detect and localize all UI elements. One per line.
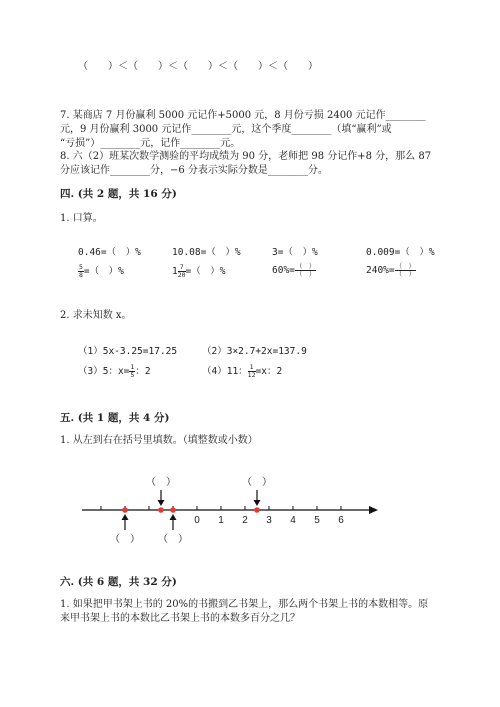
oral-item-1: 0.46=（ ）%	[78, 247, 141, 258]
marked-point	[158, 507, 164, 513]
fraction: $\frac{( )}{( )}$	[295, 262, 316, 278]
section6-q1-line2: 来甲书架上书的本数比乙书架上书的本数多百分之几？	[60, 613, 300, 624]
equation-3: （3）5：x= $\frac{1}{5}$ ：2	[78, 363, 151, 379]
tick-label: 5	[314, 515, 320, 526]
tick-label: 3	[266, 515, 272, 526]
section4-q2-title: 2. 求未知数 x。	[60, 310, 132, 321]
equation-2: （2）3×2.7+2x=137.9	[202, 346, 307, 357]
section4-heading: 四. (共 2 题，共 16 分)	[60, 188, 177, 200]
tick-label: 2	[242, 515, 248, 526]
q7-line2: 元，9 月份赢利 3000 元记作________元，这个季度________（填“赢利”或	[60, 124, 392, 135]
q7-line3: “亏损”）________元，记作________元。	[60, 138, 241, 149]
answer-blank: （ ）	[242, 477, 272, 488]
section6-q1-line1: 1. 如果把甲书架上书的 20%的书搬到乙书架上，那么两个书架上书的本数相等。原	[60, 599, 429, 610]
q8-line1: 8. 六（2）班某次数学测验的平均成绩为 90 分，老师把 98 分记作+8 分，那么 87	[60, 151, 432, 162]
pointer-arrowhead	[158, 500, 165, 506]
q8-line2: 分应该记作________分，−6 分表示实际分数是________分。	[60, 165, 328, 176]
marked-point	[170, 507, 176, 513]
oral-item-3: 3=（ ）%	[272, 247, 318, 258]
axis-arrow	[369, 506, 378, 514]
fraction: $\frac{1}{5}$	[130, 363, 135, 379]
oral-item-5: $\frac{5}{8}$ =（ ）%	[79, 263, 124, 279]
oral-item-6: 1 $\frac{7}{20}$ =（ ）%	[172, 263, 226, 279]
ordering-blanks: （ ）＜（ ）＜（ ）＜（ ）＜（ ）	[78, 61, 318, 72]
tick-label: 6	[338, 515, 344, 526]
fraction: $\frac{( )}{( )}$	[395, 262, 416, 278]
pointer-arrowhead	[254, 500, 261, 506]
fraction: $\frac{7}{20}$	[177, 263, 186, 279]
tick-label: 1	[218, 515, 224, 526]
fraction: $\frac{5}{8}$	[79, 263, 83, 279]
answer-blank: （ ）	[158, 534, 188, 545]
section4-q1-title: 1. 口算。	[60, 213, 103, 224]
q7-line1: 7. 某商店 7 月份赢利 5000 元记作+5000 元，8 月份亏损 2400 元记作________	[60, 110, 426, 121]
section5-heading: 五. (共 1 题，共 4 分)	[60, 412, 170, 424]
tick-label: 4	[290, 515, 296, 526]
oral-item-7: 60%= $\frac{( )}{( )}$	[272, 262, 316, 278]
equation-4: （4）11： $\frac{1}{12}$ =x：2	[202, 363, 283, 379]
equation-1: （1）5x-3.25=17.25	[78, 346, 178, 357]
pointer-arrowhead	[170, 514, 177, 520]
fraction: $\frac{1}{12}$	[247, 363, 256, 379]
oral-item-2: 10.08=（ ）%	[172, 247, 241, 258]
section5-q1-title: 1. 从左到右在括号里填数。（填整数或小数）	[60, 435, 258, 446]
number-line	[0, 470, 500, 550]
marked-point	[122, 507, 128, 513]
oral-item-8: 240%= $\frac{( )}{( )}$	[366, 262, 416, 278]
tick-label: 0	[194, 515, 200, 526]
section6-heading: 六. (共 6 题，共 32 分)	[60, 576, 177, 588]
pointer-arrowhead	[122, 514, 129, 520]
answer-blank: （ ）	[146, 477, 176, 488]
answer-blank: （ ）	[110, 534, 140, 545]
oral-item-4: 0.009=（ ）%	[366, 247, 435, 258]
marked-point	[254, 507, 260, 513]
